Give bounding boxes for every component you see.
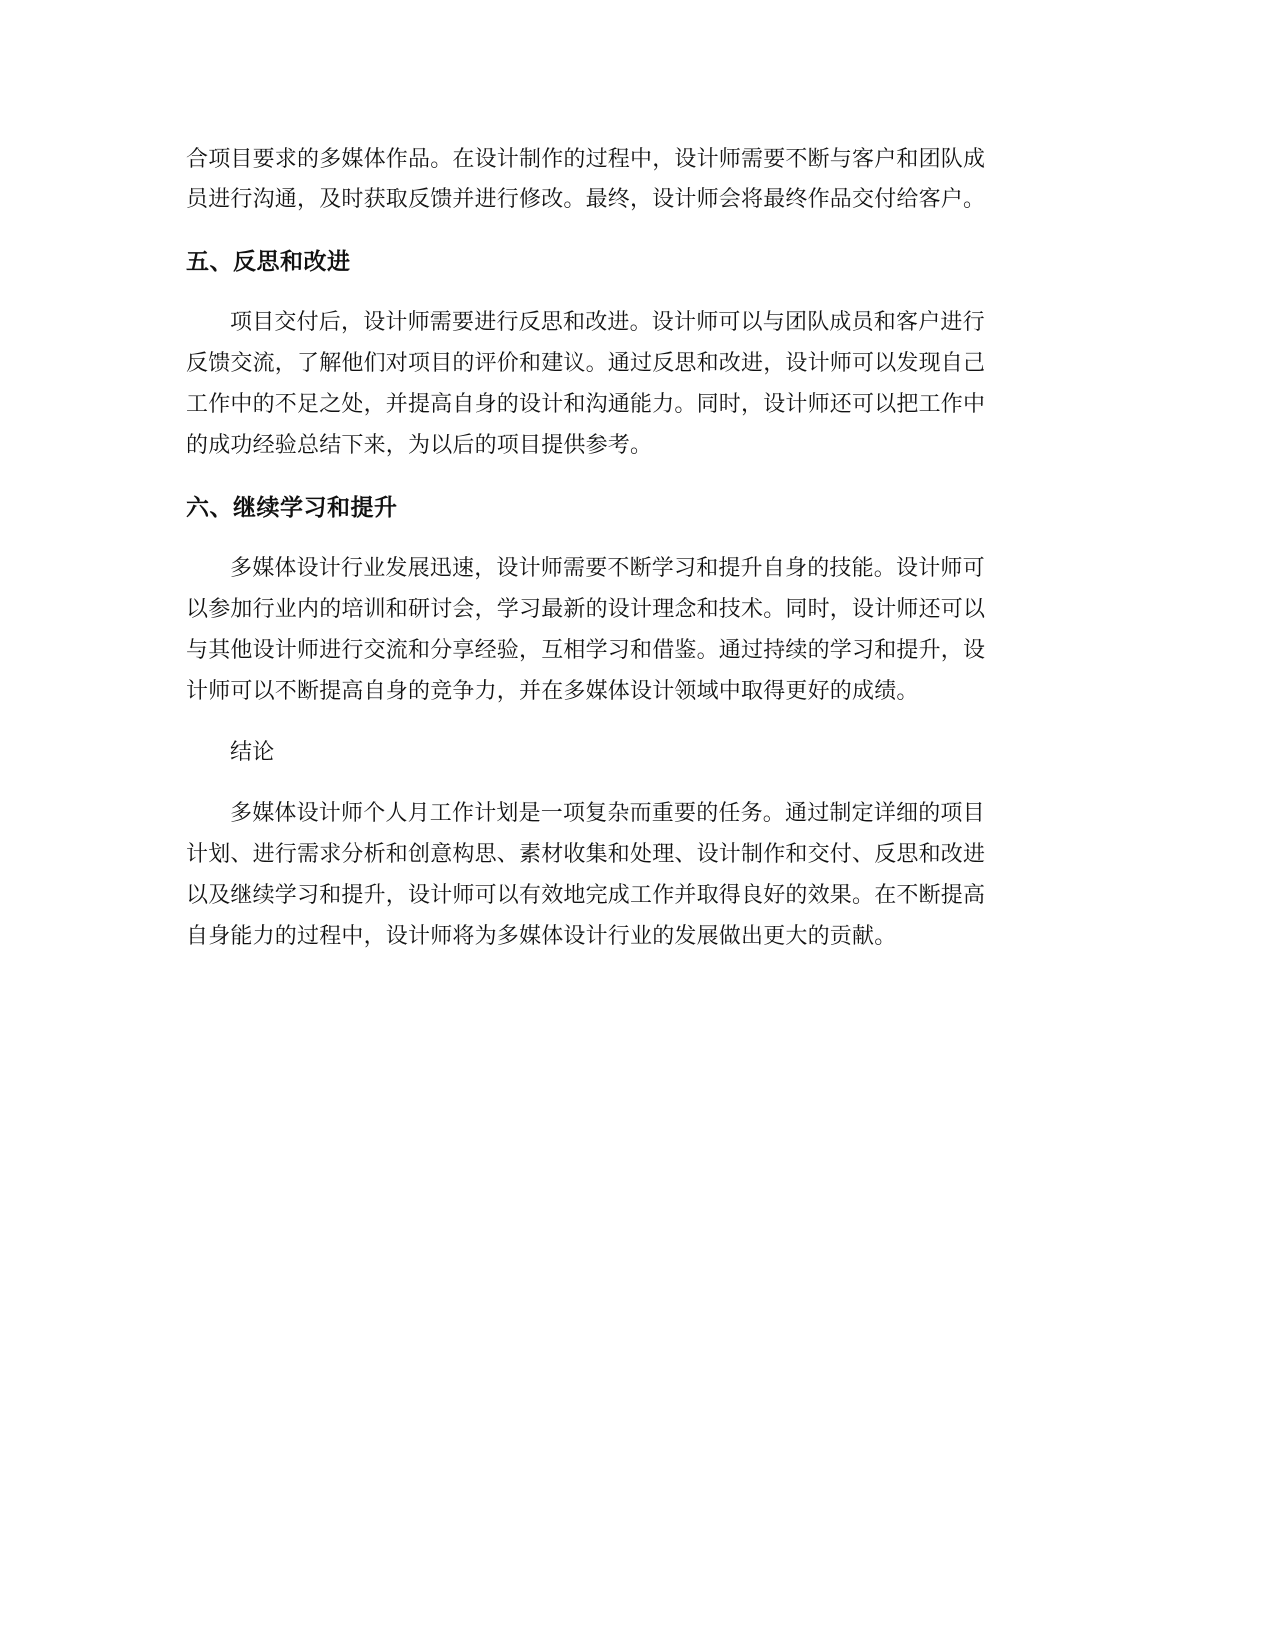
paragraph-line: 以参加行业内的培训和研讨会，学习最新的设计理念和技术。同时，设计师还可以 xyxy=(186,597,986,622)
paragraph-line: 员进行沟通，及时获取反馈并进行修改。最终，设计师会将最终作品交付给客户。 xyxy=(186,187,986,212)
paragraph-line: 自身能力的过程中，设计师将为多媒体设计行业的发展做出更大的贡献。 xyxy=(186,924,897,949)
section-heading: 五、反思和改进 xyxy=(186,249,351,275)
paragraph-line: 多媒体设计行业发展迅速，设计师需要不断学习和提升自身的技能。设计师可 xyxy=(230,556,985,581)
paragraph-line: 项目交付后，设计师需要进行反思和改进。设计师可以与团队成员和客户进行 xyxy=(230,310,985,335)
section-heading: 六、继续学习和提升 xyxy=(186,495,398,521)
paragraph-line: 工作中的不足之处，并提高自身的设计和沟通能力。同时，设计师还可以把工作中 xyxy=(186,392,986,417)
paragraph-line: 反馈交流，了解他们对项目的评价和建议。通过反思和改进，设计师可以发现自己 xyxy=(186,351,986,376)
paragraph-line: 计划、进行需求分析和创意构思、素材收集和处理、设计制作和交付、反思和改进 xyxy=(186,842,986,867)
paragraph-line: 的成功经验总结下来，为以后的项目提供参考。 xyxy=(186,433,653,458)
paragraph-line: 多媒体设计师个人月工作计划是一项复杂而重要的任务。通过制定详细的项目 xyxy=(230,801,985,826)
paragraph-line: 与其他设计师进行交流和分享经验，互相学习和借鉴。通过持续的学习和提升，设 xyxy=(186,638,986,663)
paragraph-line: 计师可以不断提高自身的竞争力，并在多媒体设计领域中取得更好的成绩。 xyxy=(186,679,919,704)
paragraph-line: 以及继续学习和提升，设计师可以有效地完成工作并取得良好的效果。在不断提高 xyxy=(186,883,986,908)
paragraph-line: 合项目要求的多媒体作品。在设计制作的过程中，设计师需要不断与客户和团队成 xyxy=(186,147,986,172)
conclusion-heading: 结论 xyxy=(230,740,275,765)
